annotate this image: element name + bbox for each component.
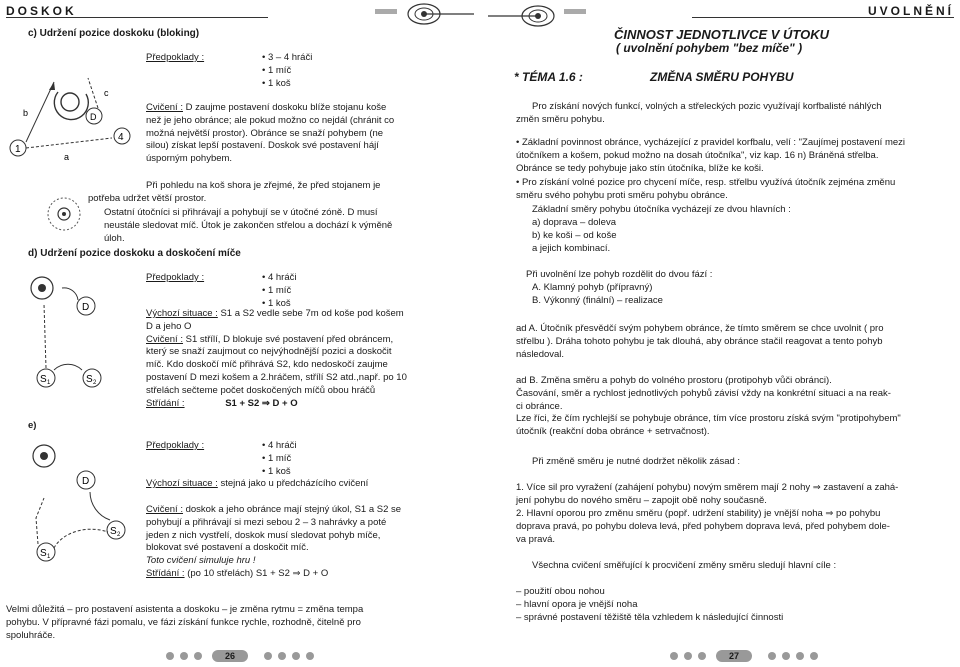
e-str-label: Střídání :	[146, 568, 185, 580]
e-body	[146, 504, 476, 581]
b1-line: útočníkem a košem, pokud možno na dosah útočníka", viz kap. 16 n) Bráněná střelba.	[516, 149, 879, 161]
faze-a: A. Klamný pohyb (přípravný)	[532, 282, 653, 293]
adb-line: Lze říci, že čím rychlejší se pohybuje obránce, tím více prostoru získá svým "protipohybem"	[516, 413, 901, 425]
adb-line: ad B. Změna směru a pohyb do volného prostoru (protipohyb vůči obránci).	[516, 375, 832, 386]
intro-line1: Pro získání nových funkcí, volných a střeleckých pozic využívají korfbalisté náhlých	[532, 101, 882, 112]
cil-item: – hlavní opora je vnější noha	[516, 598, 638, 610]
d-cv-line: který se snaží zaujmout co nejvýhodnější pozici a doskočit	[146, 346, 392, 358]
smer-a: a) doprava – doleva	[532, 217, 616, 228]
e-pred-list	[262, 440, 296, 478]
diag-c-a: a	[64, 152, 70, 162]
zasada-2	[516, 508, 956, 546]
c-p1: Při pohledu na koš shora je zřejmé, že před stojanem je	[146, 180, 381, 191]
b1-line: Základní povinnost obránce, vycházející z pravidel korfbalu, velí : "Zaujímej postavení mezi	[521, 137, 905, 148]
e-vych-row	[146, 478, 476, 491]
section-c-title: c) Udržení pozice doskoku (bloking)	[28, 28, 200, 39]
smer-b: b) ke koši – od koše	[532, 230, 617, 241]
footer-line: spoluhráče.	[6, 629, 56, 641]
adb-line: ci obránce.	[516, 400, 563, 412]
e-cv-line: jeden z nich vystřelí, doskok musí sledovat pohyb míče,	[146, 529, 381, 541]
ada-line: následoval.	[516, 348, 565, 360]
b2-line: směru svého pohybu proti směru pohybu obránce.	[516, 189, 728, 201]
diag-c-n4: 4	[118, 132, 124, 143]
right-page	[480, 0, 960, 667]
d-str-label: Střídání :	[146, 397, 185, 409]
e-pred-item: • 4 hráči	[262, 440, 296, 453]
diag-d-s1sub: 1	[47, 380, 51, 386]
right-page-number: 27	[728, 651, 739, 661]
basket-logo-icon	[402, 0, 476, 26]
diagram-e	[24, 436, 134, 576]
c-p2b: neustále sledovat míč. Útok je zakončen střelou a dochází k výměně	[104, 220, 393, 231]
header-title-right: UVOLNĚNÍ	[867, 4, 954, 18]
c-cv-line: silou) získat lepší postavení. Doskok své postavení hájí	[146, 140, 379, 152]
e-vych-label: Výchozí situace :	[146, 478, 218, 489]
diag-d-s2sub: 2	[93, 380, 97, 386]
d-cv: S1 střílí, D blokuje své postavení před obráncem,	[185, 333, 394, 345]
ada-line: ad A. Útočník přesvědčí svým pohybem obránce, že tímto směrem se chce uvolnit ( pro	[516, 323, 884, 334]
diag-d-s2: S	[86, 374, 93, 385]
intro-line2: změn směru pohybu.	[516, 114, 605, 125]
diag-e-s1: S	[40, 548, 47, 559]
c-pred-item: • 3 – 4 hráči	[262, 52, 312, 65]
e-str: (po 10 střelách) S1 + S2 ⇒ D + O	[187, 568, 329, 580]
e-label: e)	[28, 420, 37, 431]
e-cv-line: pohybují a přihrávají si mezi sebou 2 – 3 nahrávky a poté	[146, 516, 387, 528]
cil-item: – použití obou nohou	[516, 586, 605, 597]
d-cv-line: postavení D mezi košem a 2.hráčem, střílí S2 atd.,např. po 10	[146, 372, 407, 384]
zakladni-smery: Základní směry pohybu útočníka vycházejí ze dvou hlavních :	[532, 204, 791, 215]
bullet-1: • Základní povinnost obránce, vycházející z pravidel korfbalu, velí : "Zaujímej postavení mezi útočníkem a košem, pokud možno na dosah útočníka", viz kap. 16 n) Bráněná střelba. Obránce se tedy pohybuje jako stín útočníka, blíže ke koši.	[516, 137, 956, 175]
c-cv-line: než je jeho obránce; ale pokud možno co nejdál (chránit co	[146, 114, 395, 126]
diag-c-b: b	[23, 108, 29, 118]
diag-d-s1: S	[40, 374, 47, 385]
bullet-2: • Pro získání volné pozice pro chycení míče, resp. střelbu využívá útočník zejména změnu směru svého pohybu proti směru pohybu obránce.	[516, 177, 956, 203]
header-title: DOSKOK	[6, 4, 77, 18]
e-cv-label: Cvičení :	[146, 504, 183, 515]
c-pred-list	[262, 52, 312, 90]
b1-line: Obránce se tedy pohybuje jako stín útočníka, blíže ke koši.	[516, 162, 764, 174]
c-cv-line: úsporným pohybem.	[146, 153, 233, 165]
left-page-number: 26	[224, 651, 235, 661]
z2-line: doprava pravá, po pohybu doleva levá, před pohybem doprava levá, před pohybem dole-	[516, 520, 890, 532]
c-p2: Ostatní útočníci si přihrávají a pohybují se v útočné zóně. D musí	[104, 207, 378, 218]
c-cv-label: Cvičení :	[146, 102, 183, 113]
header-bar-decor	[375, 9, 397, 14]
b2-line: Pro získání volné pozice pro chycení míče, resp. střelbu využívá útočník zejména změnu	[521, 177, 896, 188]
basket-logo-right-icon	[486, 0, 560, 30]
ada-line: střelbu ). Dráha tohoto pohybu je tak dlouhá, aby obránce stačil reagovat a tento pohyb	[516, 335, 883, 347]
section-d-title: d) Udržení pozice doskoku a doskočení míče	[28, 248, 241, 259]
d-vych-label: Výchozí situace :	[146, 308, 218, 319]
d-pred-item: • 1 míč	[262, 285, 296, 298]
z2-line: 2. Hlavní oporou pro změnu směru (popř. udržení stability) je vnější noha ⇒ po pohybu	[516, 508, 881, 519]
diagram-d	[24, 270, 124, 400]
diagram-c	[6, 62, 146, 177]
basket-top-view-icon	[38, 192, 88, 236]
z1-line: jení pohybu do nového směru – zapojit obě nohy současně.	[516, 494, 767, 506]
zasada-1	[516, 482, 956, 508]
e-toto: Toto cvičení simuluje hru !	[146, 555, 256, 567]
adb-line: Časování, směr a rychlost jednotlivých pohybů závisí vždy na konkrétní situaci a na reak-	[516, 387, 891, 399]
main-title: ČINNOST JEDNOTLIVCE V ÚTOKU	[614, 27, 830, 42]
c-cv-line1: D zaujme postavení doskoku blíže stojanu koše	[185, 102, 387, 113]
smer-c: a jejich kombinací.	[532, 243, 611, 254]
ad-a	[516, 323, 956, 361]
d-body	[146, 308, 476, 411]
d-pred-label: Předpoklady :	[146, 272, 205, 283]
zasady-intro: Při změně směru je nutné dodržet několik zásad :	[532, 456, 741, 467]
d-pred-item: • 4 hráči	[262, 272, 296, 285]
diag-e-s2sub: 2	[117, 532, 121, 538]
c-pred-item: • 1 míč	[262, 65, 312, 78]
c-pred-label: Předpoklady :	[146, 52, 205, 63]
adb-line: útočník (reakční doba obránce + setrvačnost).	[516, 426, 710, 438]
d-cv-label: Cvičení :	[146, 333, 183, 345]
header-bar-decor-right	[564, 9, 586, 14]
e-cv: doskok a jeho obránce mají stejný úkol, S1 a S2 se	[185, 504, 402, 515]
z1-line: 1. Více sil pro vyražení (zahájení pohybu) novým směrem mají 2 nohy ⇒ zastavení a zahá-	[516, 482, 899, 493]
ad-b	[516, 375, 956, 439]
d-pred-item: • 1 koš	[262, 298, 296, 311]
d-pred-list	[262, 272, 296, 310]
faze-intro: Při uvolnění lze pohyb rozdělit do dvou fází :	[526, 269, 713, 280]
diag-c-c: c	[104, 88, 109, 98]
c-exercise	[146, 102, 476, 166]
diag-e-d: D	[82, 476, 90, 487]
z2-line: va pravá.	[516, 533, 556, 545]
diag-c-n1: 1	[15, 144, 21, 155]
spolecne-cile: Všechna cvičení směřující k procvičení změny směru sledují hlavní cíle :	[532, 560, 837, 571]
e-pred-item: • 1 míč	[262, 453, 296, 466]
e-pred-label: Předpoklady :	[146, 440, 205, 451]
footer-line: Velmi důležitá – pro postavení asistenta a doskoku – je změna rytmu = změna tempa	[6, 604, 364, 615]
cile-list	[516, 586, 783, 624]
c-p2c: úloh.	[104, 233, 125, 244]
d-vych2: D a jeho O	[146, 320, 192, 332]
d-cv-line: střelách sečteme počet doskočených míčů obou hráčů	[146, 384, 376, 396]
e-pred-item: • 1 koš	[262, 466, 296, 479]
c-p1b: potřeba udržet větší prostor.	[88, 193, 207, 204]
diag-c-d: D	[90, 112, 97, 122]
tema-label: * TÉMA 1.6 :	[514, 70, 583, 84]
cil-item: – správné postavení těžiště těla vzhledem k následující činnosti	[516, 611, 784, 623]
d-str: S1 + S2 ⇒ D + O	[225, 397, 298, 409]
tema-name: ZMĚNA SMĚRU POHYBU	[650, 70, 794, 84]
e-cv-line: blokovat své postavení a doskočit míč.	[146, 542, 309, 554]
main-subtitle: ( uvolnění pohybem "bez míče" )	[616, 41, 803, 55]
c-pred-item: • 1 koš	[262, 78, 312, 91]
diag-d-d: D	[82, 302, 90, 313]
c-cv-line: možná největší prostor). Obránce se snaží pohybem (ne	[146, 127, 384, 139]
left-footer-text	[6, 604, 476, 642]
footer-line: pohybu. V přípravné fázi pomalu, ve fázi získání funkce rychle, rozhodně, čitelně pro	[6, 616, 361, 628]
faze-b: B. Výkonný (finální) – realizace	[532, 295, 663, 306]
d-vych: S1 a S2 vedle sebe 7m od koše pod košem	[220, 308, 404, 319]
e-vych: stejná jako u předcházícího cvičení	[220, 478, 369, 489]
diag-e-s2: S	[110, 526, 117, 537]
diag-e-s1sub: 1	[47, 554, 51, 560]
d-cv-line: míč. Kdo doskočí míč přihrává S2, kdo nedoskočí zaujme	[146, 359, 388, 371]
